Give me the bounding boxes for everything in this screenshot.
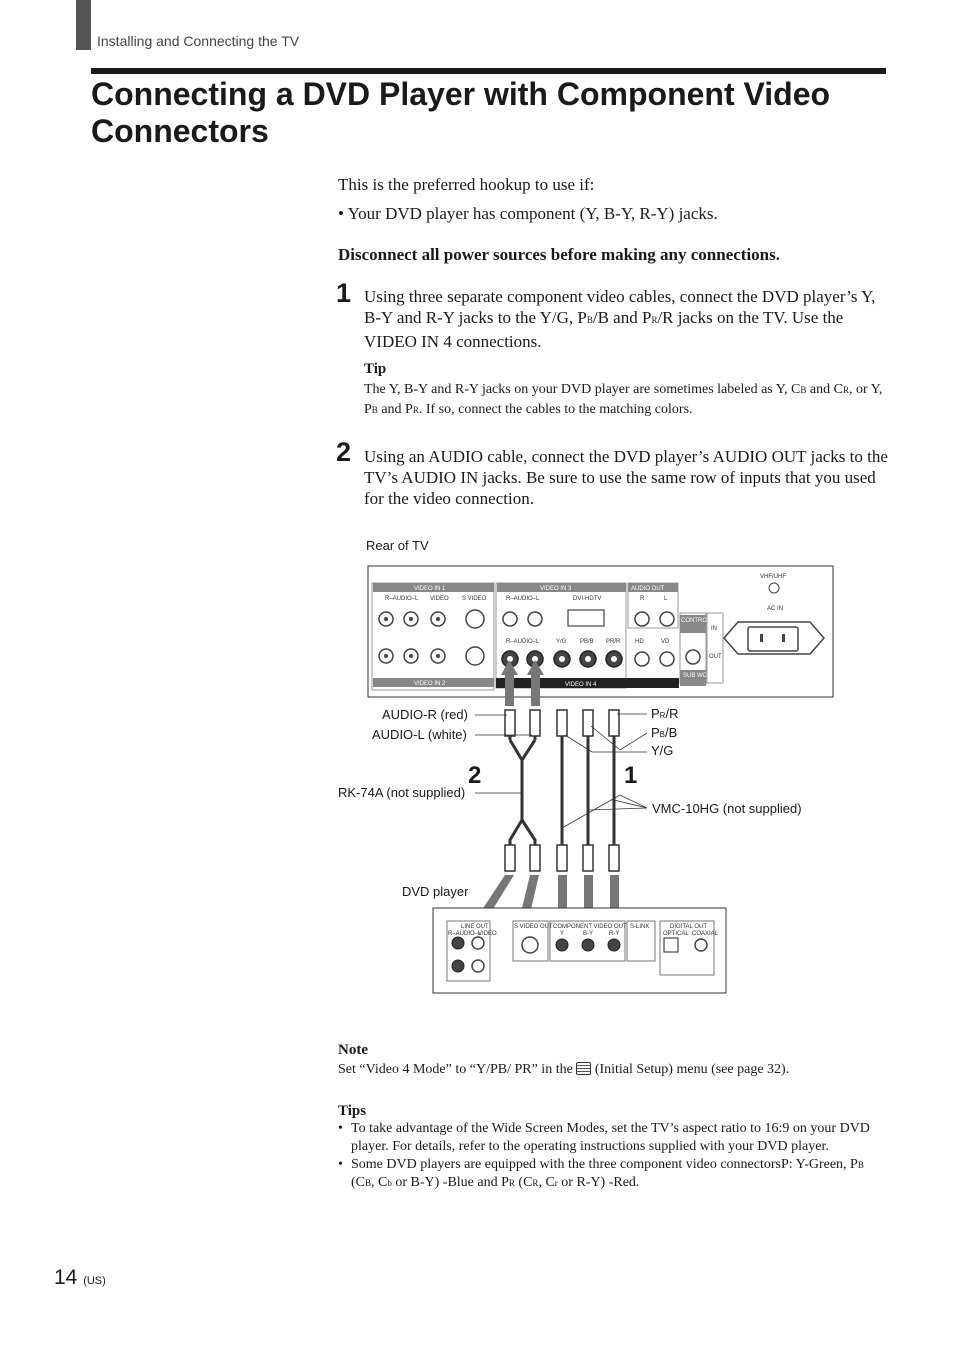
audio-out-label: AUDIO OUT — [631, 586, 665, 592]
step-2-text: Using an AUDIO cable, connect the DVD player’s AUDIO OUT jacks to the TV’s AUDIO IN jacks. Be sure to use the same row of inputs that you used for the video connection. — [364, 447, 888, 508]
coaxial-label: COAXIAL — [692, 931, 719, 937]
s-video-out-label: S VIDEO OUT — [514, 924, 553, 930]
tips-list — [338, 1120, 886, 1192]
tip-sub-4: R — [412, 405, 419, 415]
tips2-f: , C — [538, 1175, 555, 1190]
tips2-c: , C — [371, 1175, 388, 1190]
tips2-d: or B-Y) -Blue and P — [391, 1175, 509, 1190]
tips2-sub6: r — [554, 1178, 558, 1188]
step-1-number: 1 — [336, 278, 352, 308]
pb-label-r: /B — [665, 725, 678, 740]
step-1-text-a: Using three separate component video cables, connect the DVD player’s Y, B-Y and R-Y jacks to the Y/G, P — [364, 287, 876, 327]
vin1-video-label: VIDEO — [430, 596, 449, 602]
dvd-y-label: Y — [560, 931, 565, 937]
dvd-audio-label: R–AUDIO–L — [448, 931, 482, 937]
video-in-3-label: VIDEO IN 3 — [540, 586, 572, 592]
vin4-pb-label: PB/B — [580, 639, 594, 645]
component-video-out-label: COMPONENT VIDEO OUT — [553, 924, 627, 930]
tip-text-b: and C — [806, 382, 843, 397]
section-header: Installing and Connecting the TV — [97, 33, 300, 49]
pb-label-sub: B — [659, 730, 666, 739]
tips2-sub4: R — [508, 1178, 515, 1188]
vin1-audio-label: R–AUDIO–L — [385, 596, 419, 602]
optical-label: OPTICAL — [663, 931, 689, 937]
dvd-player-label: DVD player — [402, 884, 469, 899]
vin4-pr-label: PR/R — [606, 639, 621, 645]
control-in-label: IN — [711, 626, 717, 632]
yg-label: Y/G — [651, 743, 674, 758]
vhf-uhf-label: VHF/UHF — [760, 574, 786, 580]
note-heading: Note — [338, 1042, 368, 1058]
pr-label-sub: R — [659, 711, 666, 720]
vd-label: VD — [661, 639, 670, 645]
video-in-1-label: VIDEO IN 1 — [414, 586, 446, 592]
vin3-audio-label: R–AUDIO–L — [506, 596, 540, 602]
s-link-label: S-LINK — [630, 924, 650, 930]
step-1-sub-r: R — [651, 315, 658, 325]
page-number — [54, 1266, 106, 1290]
pr-label — [651, 706, 678, 721]
tips2-sub3: b — [387, 1178, 392, 1188]
dvd-ry-label: R-Y — [609, 931, 620, 937]
rk74a-label: RK-74A (not supplied) — [338, 785, 466, 800]
setup-menu-icon — [576, 1062, 591, 1075]
tip-sub-1: B — [800, 385, 807, 395]
tips-item-component-colors — [338, 1156, 886, 1192]
audio-out-r-label: R — [640, 596, 645, 602]
digital-out-label: DIGITAL OUT — [670, 924, 708, 930]
tv-rear-panel — [368, 566, 833, 697]
audio-out-l-label: L — [664, 596, 668, 602]
callout-2: 2 — [468, 762, 482, 789]
sub-woofer-label: SUB WOOFER — [683, 673, 725, 679]
step-1-tip-heading: Tip — [364, 361, 387, 377]
note-text-b: (Initial Setup) menu (see page 32). — [591, 1062, 790, 1077]
vin4-yg-label: Y/G — [556, 639, 567, 645]
page-title: Connecting a DVD Player with Component Video Connectors — [91, 76, 831, 149]
tips-item-aspect-ratio: • To take advantage of the Wide Screen Modes, set the TV’s aspect ratio to 16:9 on your DVD player. For details, refer to the operating instructions supplied with your DVD player. — [338, 1120, 886, 1156]
tips2-e: (C — [514, 1175, 533, 1190]
connection-diagram — [330, 530, 890, 1000]
step-2-number: 2 — [336, 437, 352, 467]
pr-label-p: P — [651, 706, 660, 721]
control-out-label: OUT — [709, 654, 722, 660]
intro-lead: This is the preferred hookup to use if: — [338, 175, 595, 194]
callout-1: 1 — [624, 762, 638, 789]
dvd-by-label: B-Y — [583, 931, 594, 937]
vmc-label: VMC-10HG (not supplied) — [652, 801, 802, 816]
pb-label-p: P — [651, 725, 660, 740]
note-text-a: Set “Video 4 Mode” to “Y/PB/ PR” in the — [338, 1062, 577, 1077]
dvd-video-label: VIDEO — [478, 931, 497, 937]
audio-l-label: AUDIO-L (white) — [372, 727, 467, 742]
vin4-audio-label: R–AUDIO–L — [506, 639, 540, 645]
tips2-b: (C — [351, 1175, 365, 1190]
page-number-value: 14 — [54, 1266, 78, 1289]
vin1-svideo-label: S VIDEO — [462, 596, 487, 602]
tip-text-e: . If so, connect the cables to the matching colors. — [418, 402, 693, 417]
step-1-text-c: /R jacks on the TV. Use the VIDEO IN 4 connections. — [364, 308, 844, 351]
video-in-4-label: VIDEO IN 4 — [565, 682, 597, 688]
dvi-hdtv-label: DVI-HDTV — [573, 596, 602, 602]
tips2-sub1: B — [857, 1160, 864, 1170]
step-1-text — [364, 286, 889, 352]
tip-sub-2: R — [842, 385, 849, 395]
tips2-g: or R-Y) -Red. — [557, 1175, 640, 1190]
dvd-rear-panel — [433, 908, 726, 993]
step-1-tip — [364, 380, 889, 420]
step-1-sub-b: B — [586, 315, 593, 325]
tip-text-c: , or Y, P — [364, 382, 883, 417]
line-out-label: LINE OUT — [461, 924, 489, 930]
rear-of-tv-label: Rear of TV — [366, 538, 429, 553]
section-tab-marker — [76, 0, 91, 50]
pr-label-r: /R — [665, 706, 679, 721]
tips-heading: Tips — [338, 1103, 367, 1119]
tip-sub-3: B — [371, 405, 378, 415]
ac-in-label: AC IN — [767, 606, 784, 612]
power-warning: Disconnect all power sources before making any connections. — [338, 245, 780, 264]
hd-label: HD — [635, 639, 644, 645]
tips2-sub5: R — [532, 1178, 539, 1188]
tip-text-a: The Y, B-Y and R-Y jacks on your DVD player are sometimes labeled as Y, C — [364, 382, 801, 397]
tips2-a: Some DVD players are equipped with the three component video connectorsP: Y-Green, P — [351, 1157, 858, 1172]
tip-text-d: and P — [377, 402, 413, 417]
page-number-suffix: (US) — [83, 1275, 106, 1287]
title-rule — [91, 68, 886, 74]
tips2-sub2: B — [365, 1178, 372, 1188]
pb-label — [651, 725, 677, 740]
control-s-label: CONTROL S — [681, 618, 716, 624]
intro-bullet: • Your DVD player has component (Y, B-Y, R-Y) jacks. — [338, 204, 718, 223]
direction-arrows — [470, 660, 623, 935]
video-in-2-label: VIDEO IN 2 — [414, 681, 446, 687]
audio-r-label: AUDIO-R (red) — [382, 707, 468, 722]
note-text — [338, 1060, 886, 1079]
step-1-text-b: /B and P — [592, 308, 652, 327]
intro-bullet-text: Your DVD player has component (Y, B-Y, R-Y) jacks. — [347, 204, 718, 223]
